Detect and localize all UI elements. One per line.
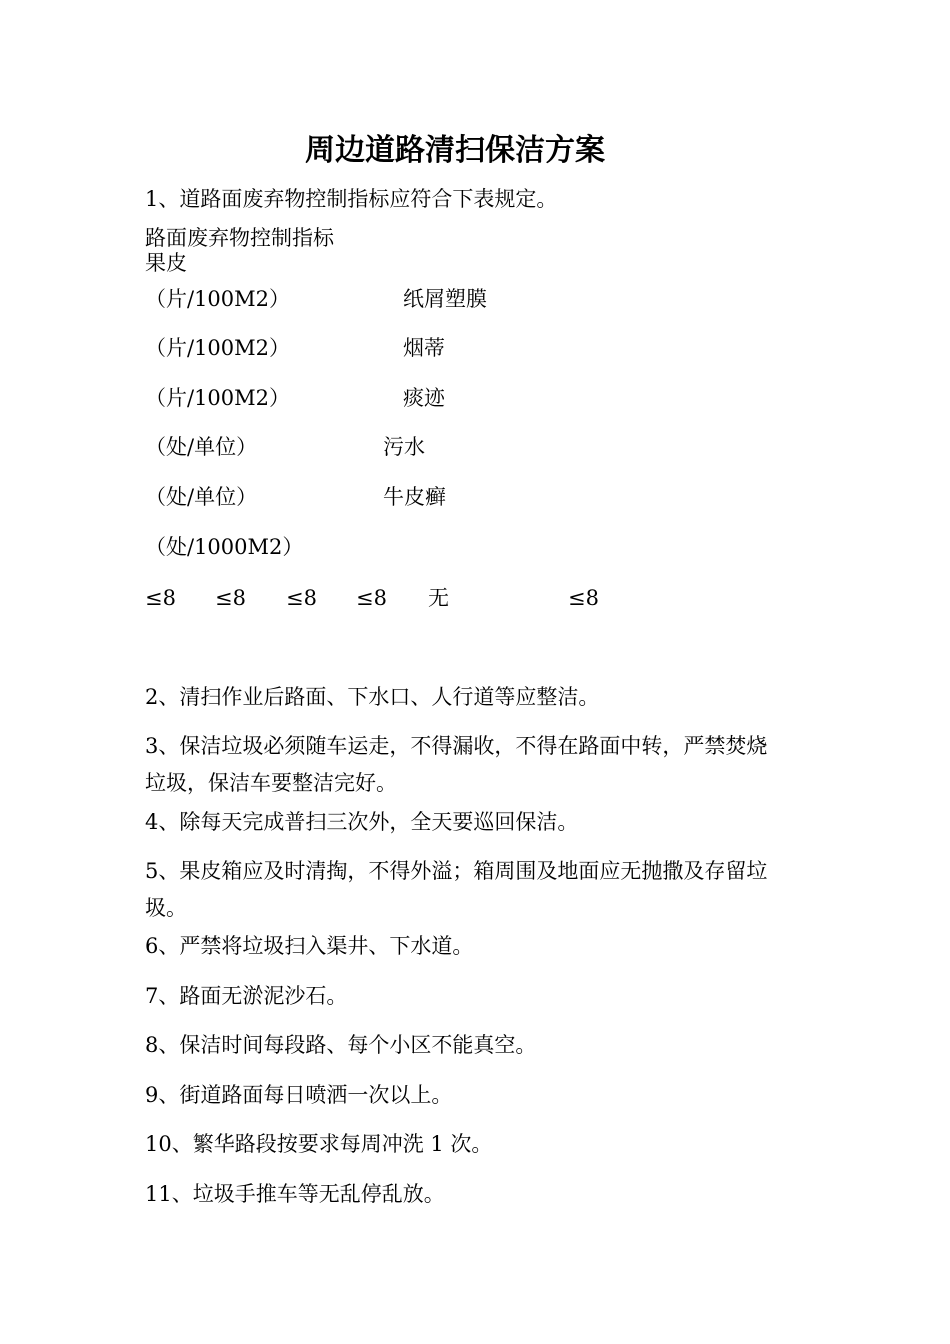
document-title: 周边道路清扫保洁方案 xyxy=(305,133,605,168)
row-label-sewage: 污水 xyxy=(383,435,425,459)
row-label-illegal-ads: 牛皮癣 xyxy=(383,485,446,509)
item-10: 10、繁华路段按要求每周冲洗 1 次。 xyxy=(145,1132,493,1156)
value-6: ≤8 xyxy=(568,586,599,610)
row-label-spit-marks: 痰迹 xyxy=(403,386,445,410)
item-3-line-1: 3、保洁垃圾必须随车运走，不得漏收，不得在路面中转，严禁焚烧 xyxy=(145,734,768,758)
item-8: 8、保洁时间每段路、每个小区不能真空。 xyxy=(145,1033,537,1057)
value-2: ≤8 xyxy=(215,586,246,610)
unit-4: （处/单位） xyxy=(145,435,258,459)
unit-5: （处/单位） xyxy=(145,485,258,509)
item-3-line-2: 垃圾，保洁车要整洁完好。 xyxy=(145,771,397,795)
item-7: 7、路面无淤泥沙石。 xyxy=(145,984,348,1008)
value-5: 无 xyxy=(428,586,449,610)
row-label-cigarette-butts: 烟蒂 xyxy=(403,336,445,360)
table-heading: 路面废弃物控制指标 xyxy=(145,226,334,250)
unit-3: （片/100M2） xyxy=(145,386,291,410)
row-label-fruit-peel: 果皮 xyxy=(145,251,187,275)
value-3: ≤8 xyxy=(286,586,317,610)
item-1: 1、道路面废弃物控制指标应符合下表规定。 xyxy=(145,187,558,211)
item-11: 11、垃圾手推车等无乱停乱放。 xyxy=(145,1182,445,1206)
item-9: 9、街道路面每日喷洒一次以上。 xyxy=(145,1083,453,1107)
value-1: ≤8 xyxy=(145,586,176,610)
item-5-line-2: 圾。 xyxy=(145,896,187,920)
item-5-line-1: 5、果皮箱应及时清掏，不得外溢；箱周围及地面应无抛撒及存留垃 xyxy=(145,859,768,883)
item-4: 4、除每天完成普扫三次外，全天要巡回保洁。 xyxy=(145,810,579,834)
item-6: 6、严禁将垃圾扫入渠井、下水道。 xyxy=(145,934,474,958)
unit-2: （片/100M2） xyxy=(145,336,291,360)
row-label-paper-film: 纸屑塑膜 xyxy=(403,287,487,311)
value-4: ≤8 xyxy=(356,586,387,610)
unit-1: （片/100M2） xyxy=(145,287,291,311)
item-2: 2、清扫作业后路面、下水口、人行道等应整洁。 xyxy=(145,685,600,709)
unit-6: （处/1000M2） xyxy=(145,535,304,559)
